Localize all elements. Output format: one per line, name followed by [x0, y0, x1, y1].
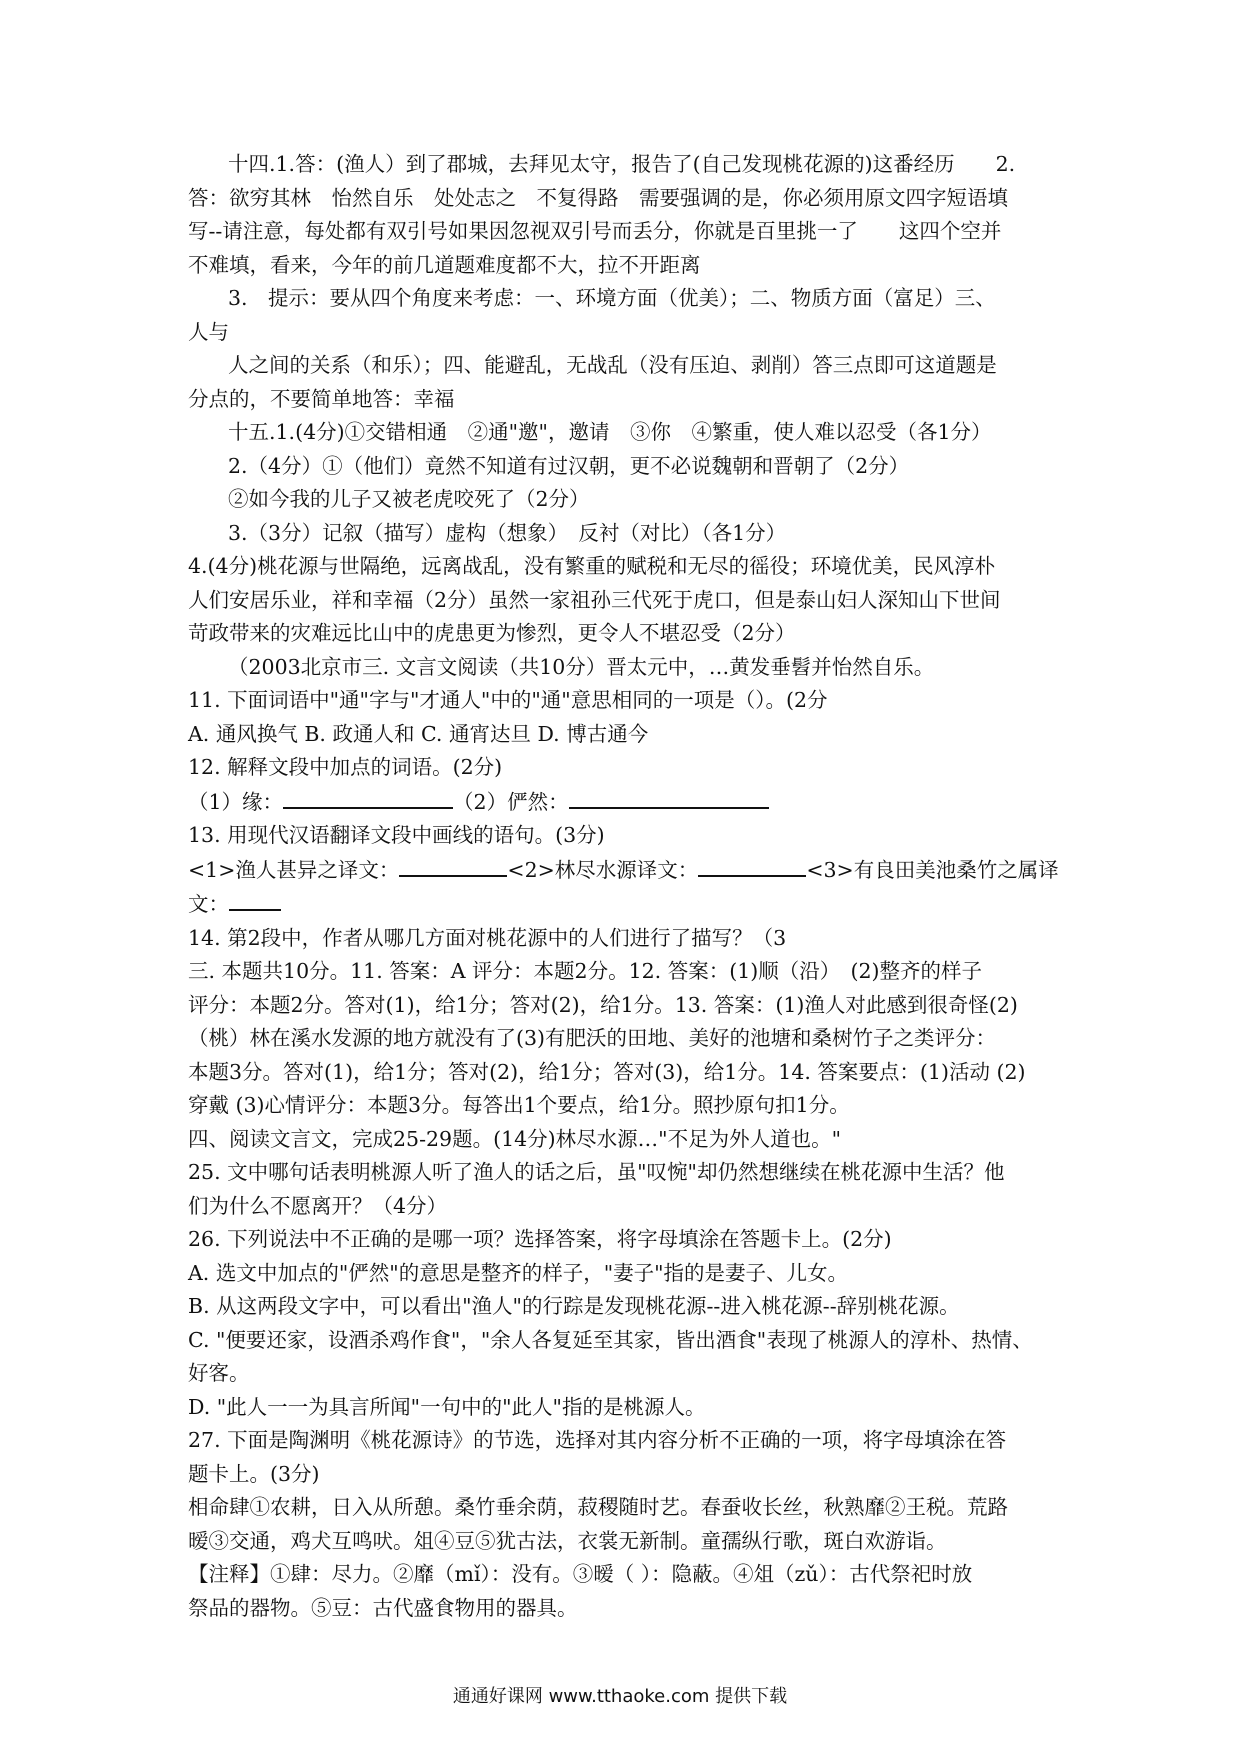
- text-line: 相命肆①农耕，日入从所憩。桑竹垂余荫，菽稷随时艺。春蚕收长丝，秋熟靡②王税。荒路: [188, 1495, 1008, 1519]
- text-line: 十五.1.(4分)①交错相通 ②通"邀"，邀请 ③你 ④繁重，使人难以忍受（各1分）: [228, 420, 992, 444]
- text-line: 穿戴 (3)心情评分：本题3分。每答出1个要点，给1分。照抄原句扣1分。: [188, 1093, 850, 1117]
- text-line: 好客。: [188, 1361, 250, 1385]
- blank-label: 文：: [188, 892, 229, 916]
- text-line: 27. 下面是陶渊明《桃花源诗》的节选，选择对其内容分析不正确的一项，将字母填涂在答: [188, 1428, 1007, 1452]
- text-line: A. 选文中加点的"俨然"的意思是整齐的样子，"妻子"指的是妻子、儿女。: [188, 1260, 849, 1285]
- answer-blank: [399, 853, 507, 877]
- page-footer: 通通好课网 www.tthaoke.com 提供下载: [452, 1686, 788, 1707]
- answer-blank: [569, 785, 769, 809]
- text-line: 祭品的器物。⑤豆：古代盛食物用的器具。: [188, 1595, 578, 1620]
- text-line: 写--请注意，每处都有双引号如果因忽视双引号而丢分，你就是百里挑一了 这四个空并: [188, 219, 1002, 243]
- document-body: [188, 148, 1059, 1625]
- text-line: （2003北京市三. 文言文阅读（共10分）晋太元中，…黄发垂髫并怡然自乐。: [228, 654, 935, 679]
- text-line: 四、阅读文言文，完成25-29题。(14分)林尽水源…"不足为外人道也。": [188, 1126, 842, 1151]
- text-line: 人之间的关系（和乐）；四、能避乱，无战乱（没有压迫、剥削）答三点即可这道题是: [228, 353, 997, 377]
- text-line: 题卡上。(3分): [188, 1461, 320, 1486]
- text-line: C. "便要还家，设酒杀鸡作食"，"余人各复延至其家，皆出酒食"表现了桃源人的淳朴、热情、: [188, 1327, 1033, 1352]
- answer-blank: [698, 853, 806, 877]
- text-line: 4.(4分)桃花源与世隔绝，远离战乱，没有繁重的赋税和无尽的徭役；环境优美，民风淳朴: [188, 554, 996, 578]
- blank-label: （2）俨然：: [453, 789, 569, 814]
- text-line: 暧③交通，鸡犬互鸣吠。俎④豆⑤犹古法，衣裳无新制。童孺纵行歌，斑白欢游诣。: [188, 1528, 947, 1553]
- text-line: 12. 解释文段中加点的词语。(2分): [188, 755, 503, 779]
- text-line: A. 通风换气 B. 政通人和 C. 通宵达旦 D. 博古通今: [188, 721, 649, 746]
- text-line: B. 从这两段文字中，可以看出"渔人"的行踪是发现桃花源--进入桃花源--辞别桃花源。: [188, 1294, 960, 1318]
- blank-label: <3>有良田美池桑竹之属译: [806, 857, 1059, 882]
- text-line: 2.（4分）①（他们）竟然不知道有过汉朝，更不必说魏朝和晋朝了（2分）: [228, 453, 910, 478]
- blank-label: <2>林尽水源译文：: [507, 857, 699, 882]
- text-line: 人与: [188, 319, 229, 344]
- fill-blank-line: [188, 887, 1054, 922]
- text-line: 们为什么不愿离开？（4分）: [188, 1193, 448, 1218]
- answer-blank: [283, 785, 453, 809]
- blank-label: （1）缘：: [188, 789, 284, 814]
- text-line: 14. 第2段中，作者从哪几方面对桃花源中的人们进行了描写？（3: [188, 925, 787, 950]
- text-line: 苛政带来的灾难远比山中的虎患更为惨烈，更令人不堪忍受（2分）: [188, 621, 796, 645]
- text-line: 本题3分。答对(1)，给1分；答对(2)，给1分；答对(3)，给1分。14. 答案要点：(1)活动 (2): [188, 1059, 1026, 1084]
- fill-blank-line: [188, 785, 1054, 820]
- answer-blank: [229, 887, 281, 911]
- text-line: D. "此人一一为具言所闻"一句中的"此人"指的是桃源人。: [188, 1394, 706, 1419]
- text-line: 评分：本题2分。答对(1)，给1分；答对(2)，给1分。13. 答案：(1)渔人对此感到很奇怪(2): [188, 992, 1018, 1017]
- text-line: 【注释】①肆：尽力。②靡（mǐ）：没有。③暧（ ）：隐蔽。④俎（zǔ）：古代祭祀时放: [188, 1562, 973, 1586]
- text-line: ②如今我的儿子又被老虎咬死了（2分）: [228, 487, 590, 511]
- text-line: （桃）林在溪水发源的地方就没有了(3)有肥沃的田地、美好的池塘和桑树竹子之类评分：: [188, 1026, 997, 1050]
- text-line: 13. 用现代汉语翻译文段中画线的语句。(3分): [188, 823, 605, 847]
- text-line: 答：欲穷其林 怡然自乐 处处志之 不复得路 需要强调的是，你必须用原文四字短语填: [188, 185, 1008, 210]
- text-line: 25. 文中哪句话表明桃源人听了渔人的话之后，虽"叹惋"却仍然想继续在桃花源中生活？他: [188, 1160, 1005, 1184]
- fill-blank-line: [188, 853, 1059, 888]
- text-line: 26. 下列说法中不正确的是哪一项？选择答案，将字母填涂在答题卡上。(2分): [188, 1227, 892, 1251]
- blank-label: <1>渔人甚异之译文：: [188, 857, 400, 882]
- text-line: 11. 下面词语中"通"字与"才通人"中的"通"意思相同的一项是（）。(2分: [188, 688, 828, 712]
- text-line: 分点的，不要简单地答：幸福: [188, 386, 455, 411]
- text-line: 十四.1.答：(渔人）到了郡城，去拜见太守，报告了(自己发现桃花源的)这番经历 2.: [228, 152, 1016, 176]
- text-line: 人们安居乐业，祥和幸福（2分）虽然一家祖孙三代死于虎口，但是泰山妇人深知山下世间: [188, 587, 1001, 612]
- text-line: 三. 本题共10分。11. 答案：A 评分：本题2分。12. 答案：(1)顺（沿） (2)整齐的样子: [188, 959, 983, 983]
- text-line: 3. 提示：要从四个角度来考虑：一、环境方面（优美）；二、物质方面（富足）三、: [228, 286, 996, 310]
- text-line: 不难填，看来，今年的前几道题难度都不大，拉不开距离: [188, 252, 701, 277]
- text-line: 3.（3分）记叙（描写）虚构（想象） 反衬（对比）（各1分）: [228, 520, 787, 545]
